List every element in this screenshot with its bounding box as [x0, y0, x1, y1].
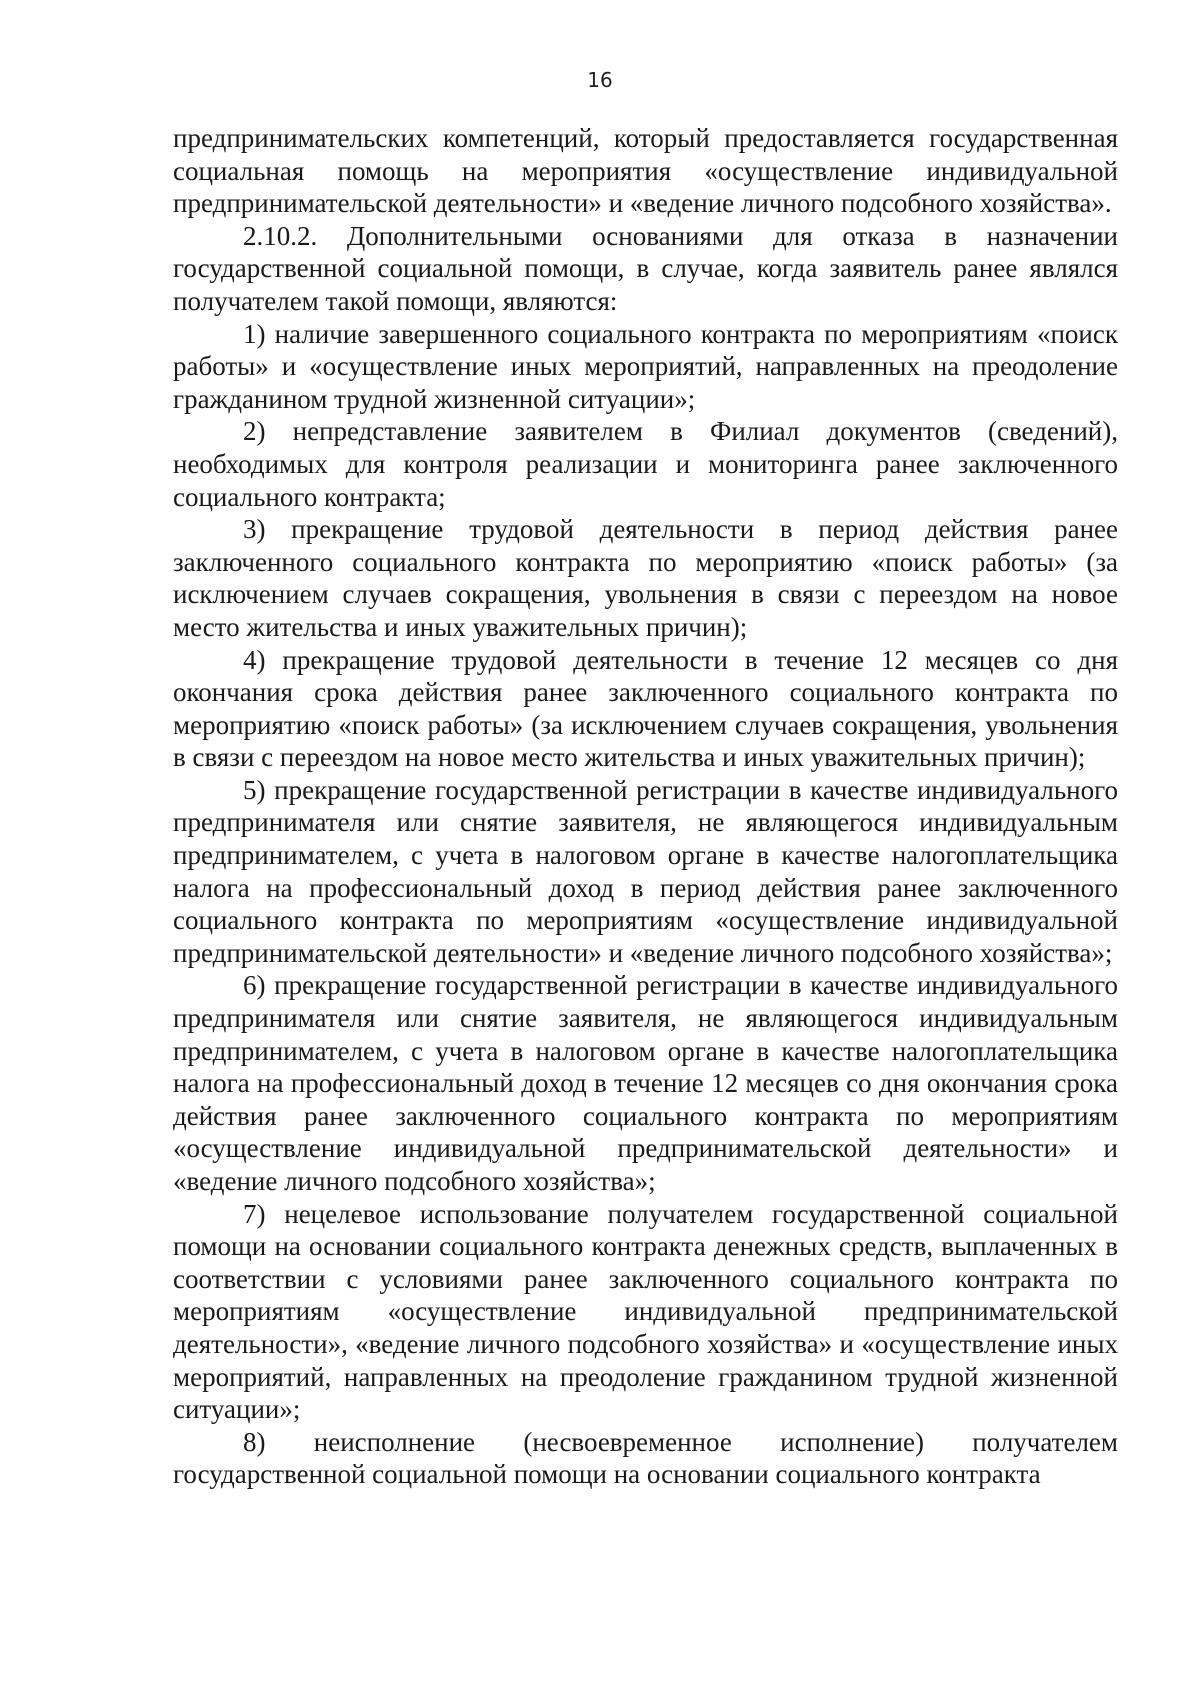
list-item-6: 6) прекращение государственной регистрации в качестве индивидуального предпринимателя или снятие заявителя, не являющегося индивидуальным предпринимателем, с учета в налоговом органе в качестве налогоплательщика налога на профессиональный доход в течение 12 месяцев со дня окончания срока действия ранее заключенного социального контракта по мероприятиям «осуществление индивидуальной предпринимательской деятельности» и «ведение личного подсобного хозяйства»;	[173, 970, 1118, 1196]
list-item-5: 5) прекращение государственной регистрации в качестве индивидуального предпринимателя или снятие заявителя, не являющегося индивидуальным предпринимателем, с учета в налоговом органе в качестве налогоплательщика налога на профессиональный доход в период действия ранее заключенного социального контракта по мероприятиям «осуществление индивидуальной предпринимательской деятельности» и «ведение личного подсобного хозяйства»;	[173, 774, 1118, 968]
list-item-3: 3) прекращение трудовой деятельности в период действия ранее заключенного социального контракта по мероприятию «поиск работы» (за исключением случаев сокращения, увольнения в связи с переездом на новое место жительства и иных уважительных причин);	[173, 514, 1118, 642]
paragraph-continuation: предпринимательских компетенций, который предоставляется государственная социальная помощь на мероприятия «осуществление индивидуальной предпринимательской деятельности» и «ведение личного подсобного хозяйства».	[173, 123, 1118, 219]
list-item-1: 1) наличие завершенного социального контракта по мероприятиям «поиск работы» и «осуществление иных мероприятий, направленных на преодоление гражданином трудной жизненной ситуации»;	[173, 318, 1118, 414]
list-item-4: 4) прекращение трудовой деятельности в течение 12 месяцев со дня окончания срока действия ранее заключенного социального контракта по мероприятию «поиск работы» (за исключением случаев сокращения, увольнения в связи с переездом на новое место жительства и иных уважительных причин);	[173, 644, 1118, 773]
document-body	[173, 122, 1118, 1491]
list-item-8: 8) неисполнение (несвоевременное исполнение) получателем государственной социальной помощи на основании социального контракта	[173, 1426, 1118, 1490]
paragraph-section-2-10-2: 2.10.2. Дополнительными основаниями для отказа в назначении государственной социальной помощи, в случае, когда заявитель ранее являлся получателем такой помощи, являются:	[173, 220, 1118, 316]
page-number: 16	[587, 68, 613, 92]
list-item-7: 7) нецелевое использование получателем государственной социальной помощи на основании социального контракта денежных средств, выплаченных в соответствии с условиями ранее заключенного социального контракта по мероприятиям «осуществление индивидуальной предпринимательской деятельности», «ведение личного подсобного хозяйства» и «осуществление иных мероприятий, направленных на преодоление гражданином трудной жизненной ситуации»;	[173, 1198, 1118, 1425]
list-item-2: 2) непредставление заявителем в Филиал документов (сведений), необходимых для контроля реализации и мониторинга ранее заключенного социального контракта;	[173, 416, 1118, 512]
